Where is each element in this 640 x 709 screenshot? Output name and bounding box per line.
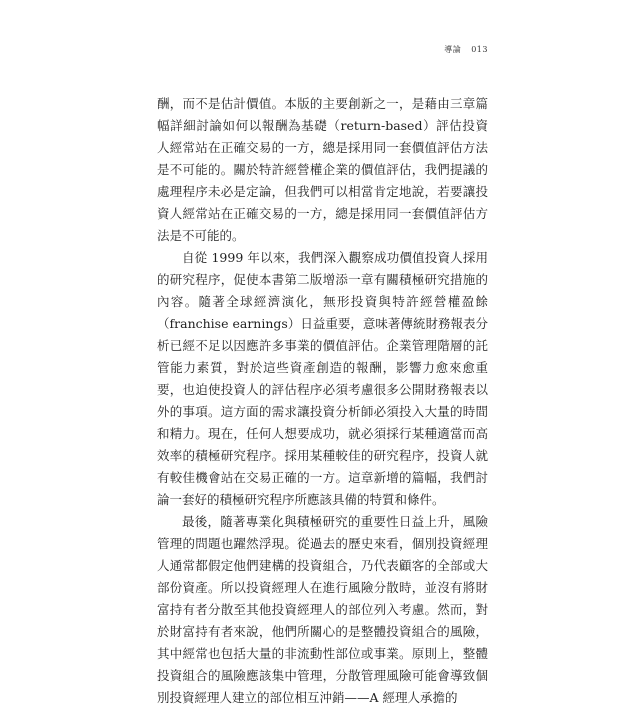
paragraph-2: 自從 1999 年以來，我們深入觀察成功價值投資人採用的研究程序，促使本書第二版增添一章有關積極研究措施的內容。隨著全球經濟演化，無形投資與特許經營權盈餘（franchise earnings）日益重要，意味著傳統財務報表分析已經不足以因應許多事業的價值評估。企業管理階層的託管能力素質，對於這些資產創造的報酬，影響力愈來愈重要，也迫使投資人的評估程序必須考慮很多公開財務報表以外的事項。這方面的需求讓投資分析師必須投入大量的時間和精力。現在，任何人想要成功，就必須採行某種適當而高效率的積極研究程序。採用某種較佳的研究程序，投資人就有較佳機會站在交易正確的一方。這章新增的篇幅，我們討論一套好的積極研究程序所應該具備的特質和條件。 <box>157 250 488 507</box>
running-head <box>444 44 488 55</box>
running-head-section: 導論 <box>444 45 462 54</box>
paragraph-1: 酬，而不是估計價值。本版的主要創新之一，是藉由三章篇幅詳細討論如何以報酬為基礎（return-based）評估投資人經常站在正確交易的一方，總是採用同一套價值評估方法是不可能的。關於特許經營權企業的價值評估，我們提議的處理程序未必是定論，但我們可以相當肯定地說，若要讓投資人經常站在正確交易的一方，總是採用同一套價值評估方法是不可能的。 <box>157 96 488 243</box>
body-text <box>157 93 488 709</box>
page-number: 013 <box>471 45 488 54</box>
paragraph-3: 最後，隨著專業化與積極研究的重要性日益上升，風險管理的問題也躍然浮現。從過去的歷史來看，個別投資經理人通常都假定他們建構的投資組合，乃代表顧客的全部或大部份資產。所以投資經理人在進行風險分散時，並沒有將財富持有者分散至其他投資經理人的部位列入考慮。然而，對於財富持有者來說，他們所關心的是整體投資組合的風險，其中經常也包括大量的非流動性部位或事業。原則上，整體投資組合的風險應該集中管理，分散管理風險可能會導致個別投資經理人建立的部位相互沖銷——A 經理人承擔的 <box>157 514 488 705</box>
